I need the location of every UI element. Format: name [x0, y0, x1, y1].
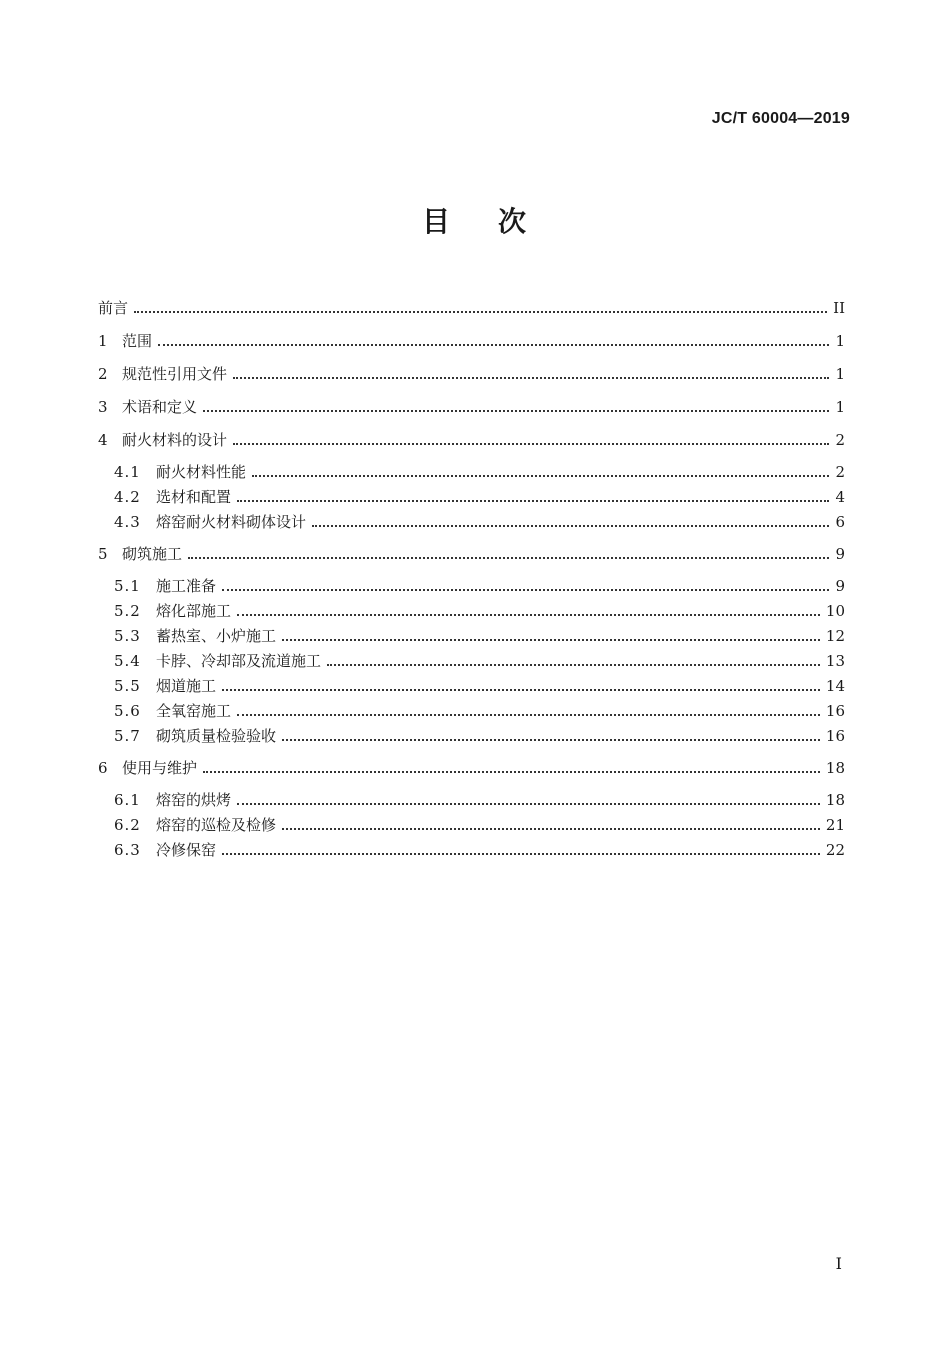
toc-entry-number: 4.1: [114, 463, 141, 481]
document-code: JC/T 60004—2019: [711, 110, 850, 127]
toc-entry-label: 蓄热室、小炉施工: [156, 627, 277, 645]
page-title: [0, 200, 950, 240]
title-char-1: 目: [421, 205, 452, 238]
toc-entry-5-5[interactable]: [98, 670, 845, 695]
toc-entry-page: 6: [835, 513, 845, 531]
toc-leader-dots: [188, 556, 829, 559]
toc-leader-dots: [237, 499, 829, 502]
toc-entry-number: 3: [98, 398, 108, 416]
toc-entry-number: 5.4: [114, 652, 141, 670]
toc-leader-dots: [233, 442, 829, 445]
toc-entry-page: 13: [825, 652, 845, 670]
toc-entry-number: 6: [98, 759, 108, 777]
toc-entry-page: 1: [835, 332, 845, 350]
toc-entry-label: 烟道施工: [156, 677, 217, 695]
toc-entry-6[interactable]: [98, 745, 845, 777]
toc-leader-dots: [237, 713, 820, 716]
toc-entry-number: 1: [98, 332, 108, 350]
toc-entry-page: 22: [825, 841, 845, 859]
toc-entry-label: 熔窑耐火材料砌体设计: [156, 513, 307, 531]
toc-entry-number: 5.1: [114, 577, 141, 595]
toc-entry-number: 6.3: [114, 841, 141, 859]
toc-entry-number: 5.7: [114, 727, 141, 745]
toc-leader-dots: [203, 770, 820, 773]
table-of-contents: [98, 284, 845, 859]
page-number: I: [835, 1254, 842, 1273]
toc-entry-page: 1: [835, 365, 845, 383]
toc-entry-label: 熔窑的烘烤: [156, 791, 232, 809]
toc-entry-label: 耐火材料的设计: [122, 431, 228, 449]
toc-entry-6-3[interactable]: [98, 834, 845, 859]
toc-entry-5-6[interactable]: [98, 695, 845, 720]
toc-leader-dots: [282, 827, 820, 830]
toc-entry-label: 使用与维护: [122, 759, 198, 777]
toc-entry-page: 2: [835, 431, 845, 449]
toc-entry-number: 5.5: [114, 677, 141, 695]
toc-entry-5-4[interactable]: [98, 645, 845, 670]
toc-entry-number: 6.2: [114, 816, 141, 834]
toc-entry-label: 砌筑质量检验验收: [156, 727, 277, 745]
toc-leader-dots: [237, 802, 820, 805]
toc-entry-number: 4: [98, 431, 108, 449]
toc-entry-number: 5.3: [114, 627, 141, 645]
toc-leader-dots: [282, 638, 820, 641]
toc-entry-3[interactable]: [98, 383, 845, 416]
toc-entry-4-2[interactable]: [98, 481, 845, 506]
toc-entry-label: 范围: [122, 332, 153, 350]
toc-entry-label: 术语和定义: [122, 398, 198, 416]
toc-entry-label: 砌筑施工: [122, 545, 183, 563]
toc-entry-5[interactable]: [98, 531, 845, 563]
toc-entry-page: 2: [835, 463, 845, 481]
toc-entry-label: 前言: [98, 299, 129, 317]
toc-entry-page: 1: [835, 398, 845, 416]
toc-leader-dots: [252, 474, 829, 477]
toc-entry-page: 9: [835, 545, 845, 563]
toc-entry-4-3[interactable]: [98, 506, 845, 531]
toc-entry-label: 冷修保窑: [156, 841, 217, 859]
toc-entry-number: 5.2: [114, 602, 141, 620]
toc-entry-number: 6.1: [114, 791, 141, 809]
toc-entry-number: 5: [98, 545, 108, 563]
toc-entry-2[interactable]: [98, 350, 845, 383]
toc-entry-label: 耐火材料性能: [156, 463, 247, 481]
toc-entry-page: 9: [835, 577, 845, 595]
toc-leader-dots: [203, 409, 829, 412]
toc-entry-4[interactable]: [98, 416, 845, 449]
toc-entry-number: 4.2: [114, 488, 141, 506]
toc-entry-6-2[interactable]: [98, 809, 845, 834]
toc-entry-page: 18: [825, 759, 845, 777]
toc-leader-dots: [282, 738, 820, 741]
toc-entry-5-7[interactable]: [98, 720, 845, 745]
toc-entry-page: 18: [825, 791, 845, 809]
toc-leader-dots: [237, 613, 820, 616]
toc-entry-page: 16: [825, 702, 845, 720]
title-char-2: 次: [498, 205, 529, 238]
toc-entry-number: 2: [98, 365, 108, 383]
toc-entry-5-2[interactable]: [98, 595, 845, 620]
toc-leader-dots: [158, 343, 829, 346]
toc-leader-dots: [312, 524, 829, 527]
toc-entry-label: 全氧窑施工: [156, 702, 232, 720]
toc-leader-dots: [327, 663, 820, 666]
toc-entry-6-1[interactable]: [98, 777, 845, 809]
toc-entry-page: 14: [825, 677, 845, 695]
toc-entry-label: 选材和配置: [156, 488, 232, 506]
toc-entry-4-1[interactable]: [98, 449, 845, 481]
toc-leader-dots: [134, 310, 827, 313]
toc-entry-label: 熔窑的巡检及检修: [156, 816, 277, 834]
toc-entry-page: II: [833, 299, 845, 317]
toc-entry-label: 施工准备: [156, 577, 217, 595]
toc-leader-dots: [233, 376, 829, 379]
toc-entry-foreword[interactable]: [98, 284, 845, 317]
toc-entry-5-1[interactable]: [98, 563, 845, 595]
toc-leader-dots: [222, 588, 829, 591]
toc-entry-number: 4.3: [114, 513, 141, 531]
toc-entry-page: 10: [825, 602, 845, 620]
toc-entry-5-3[interactable]: [98, 620, 845, 645]
toc-leader-dots: [222, 852, 820, 855]
toc-leader-dots: [222, 688, 820, 691]
toc-entry-page: 4: [835, 488, 845, 506]
toc-entry-label: 规范性引用文件: [122, 365, 228, 383]
toc-entry-page: 16: [825, 727, 845, 745]
toc-entry-label: 卡脖、冷却部及流道施工: [156, 652, 322, 670]
toc-entry-label: 熔化部施工: [156, 602, 232, 620]
toc-entry-number: 5.6: [114, 702, 141, 720]
toc-entry-page: 12: [825, 627, 845, 645]
toc-entry-page: 21: [825, 816, 845, 834]
toc-entry-1[interactable]: [98, 317, 845, 350]
